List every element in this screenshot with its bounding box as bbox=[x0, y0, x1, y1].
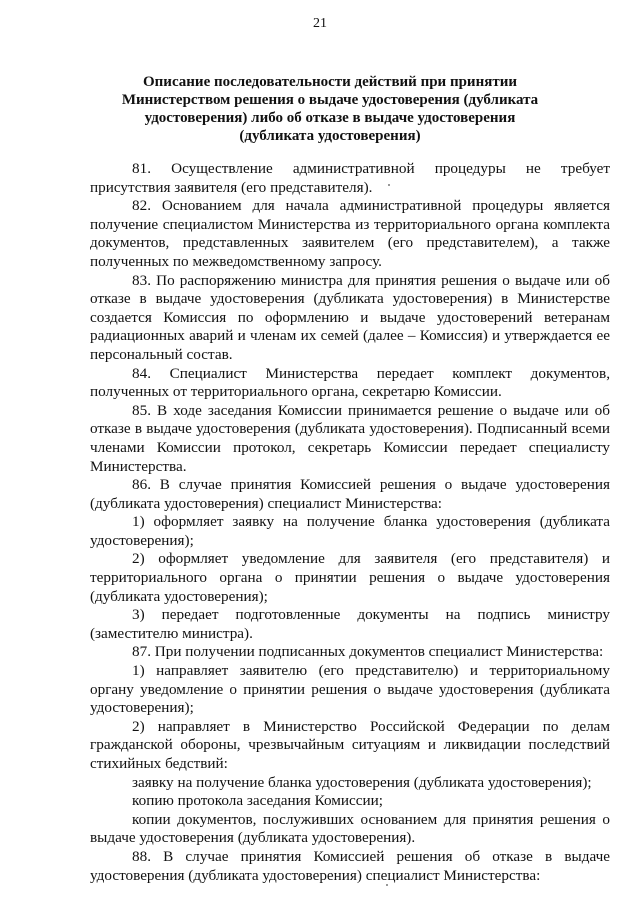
paragraph-88: 88. В случае принятия Комиссией решения об отказе в выдаче удостоверения (дубликата удостоверения) специалист Министерства: bbox=[90, 847, 610, 884]
paragraph-81: 81. Осуществление административной процедуры не требует присутствия заявителя (его представителя). bbox=[90, 160, 610, 196]
paragraph-87-item-2: 2) направляет в Министерство Российской Федерации по делам гражданской обороны, чрезвычайным ситуациям и ликвидации последствий стихийных бедствий: bbox=[90, 717, 610, 772]
paragraph-84: 84. Специалист Министерства передает комплект документов, полученных от территориального органа, секретарю Комиссии. bbox=[90, 364, 610, 401]
paragraph-83: 83. По распоряжению министра для принятия решения о выдаче или об отказе в выдаче удостоверения (дубликата удостоверения) в Министерстве создается Комиссия по оформлению и выдаче удостоверений ветеранам радиационных аварий и членам их семей (далее – Комиссия) и утверждается ее персональный состав. bbox=[90, 271, 610, 363]
paragraph-85: 85. В ходе заседания Комиссии принимается решение о выдаче или об отказе в выдаче удостоверения (дубликата удостоверения). Подписанный всеми членами Комиссии протокол, секретарь Комиссии передает специалисту Министерства. bbox=[90, 401, 610, 475]
document-body bbox=[90, 160, 610, 885]
paragraph-82: 82. Основанием для начала административной процедуры является получение специалистом Министерства из территориального органа комплекта документов, представленных заявителем (его представителем), а также полученных по межведомственному запросу. bbox=[90, 197, 610, 270]
scan-speck bbox=[386, 884, 388, 886]
section-title: Описание последовательности действий при принятии Министерством решения о выдаче удостоверения (дубликата удостоверения) либо об отказе в выдаче удостоверения (дубликата удостоверения) bbox=[121, 74, 539, 144]
paragraph-87-subitem-documents: копии документов, послуживших основанием для принятия решения о выдаче удостоверения (дубликата удостоверения). bbox=[90, 810, 610, 847]
paragraph-86-item-2: 2) оформляет уведомление для заявителя (его представителя) и территориального органа о принятии решения о выдаче удостоверения (дубликата удостоверения); bbox=[90, 550, 610, 605]
paragraph-87-subitem-protocol: копию протокола заседания Комиссии; bbox=[132, 792, 383, 810]
paragraph-86: 86. В случае принятия Комиссией решения о выдаче удостоверения (дубликата удостоверения) специалист Министерства: bbox=[90, 476, 610, 512]
paragraph-86-item-1: 1) оформляет заявку на получение бланка удостоверения (дубликата удостоверения); bbox=[90, 513, 610, 549]
paragraph-87: 87. При получении подписанных документов специалист Министерства: bbox=[132, 643, 604, 661]
paragraph-87-subitem-request: заявку на получение бланка удостоверения (дубликата удостоверения); bbox=[132, 773, 592, 791]
page-number: 21 bbox=[313, 16, 327, 31]
scan-speck bbox=[388, 184, 390, 186]
paragraph-87-item-1: 1) направляет заявителю (его представителю) и территориальному органу уведомление о принятии решения о выдаче удостоверения (дубликата удостоверения); bbox=[90, 662, 610, 717]
paragraph-86-item-3: 3) передает подготовленные документы на подпись министру (заместителю министра). bbox=[90, 606, 610, 642]
